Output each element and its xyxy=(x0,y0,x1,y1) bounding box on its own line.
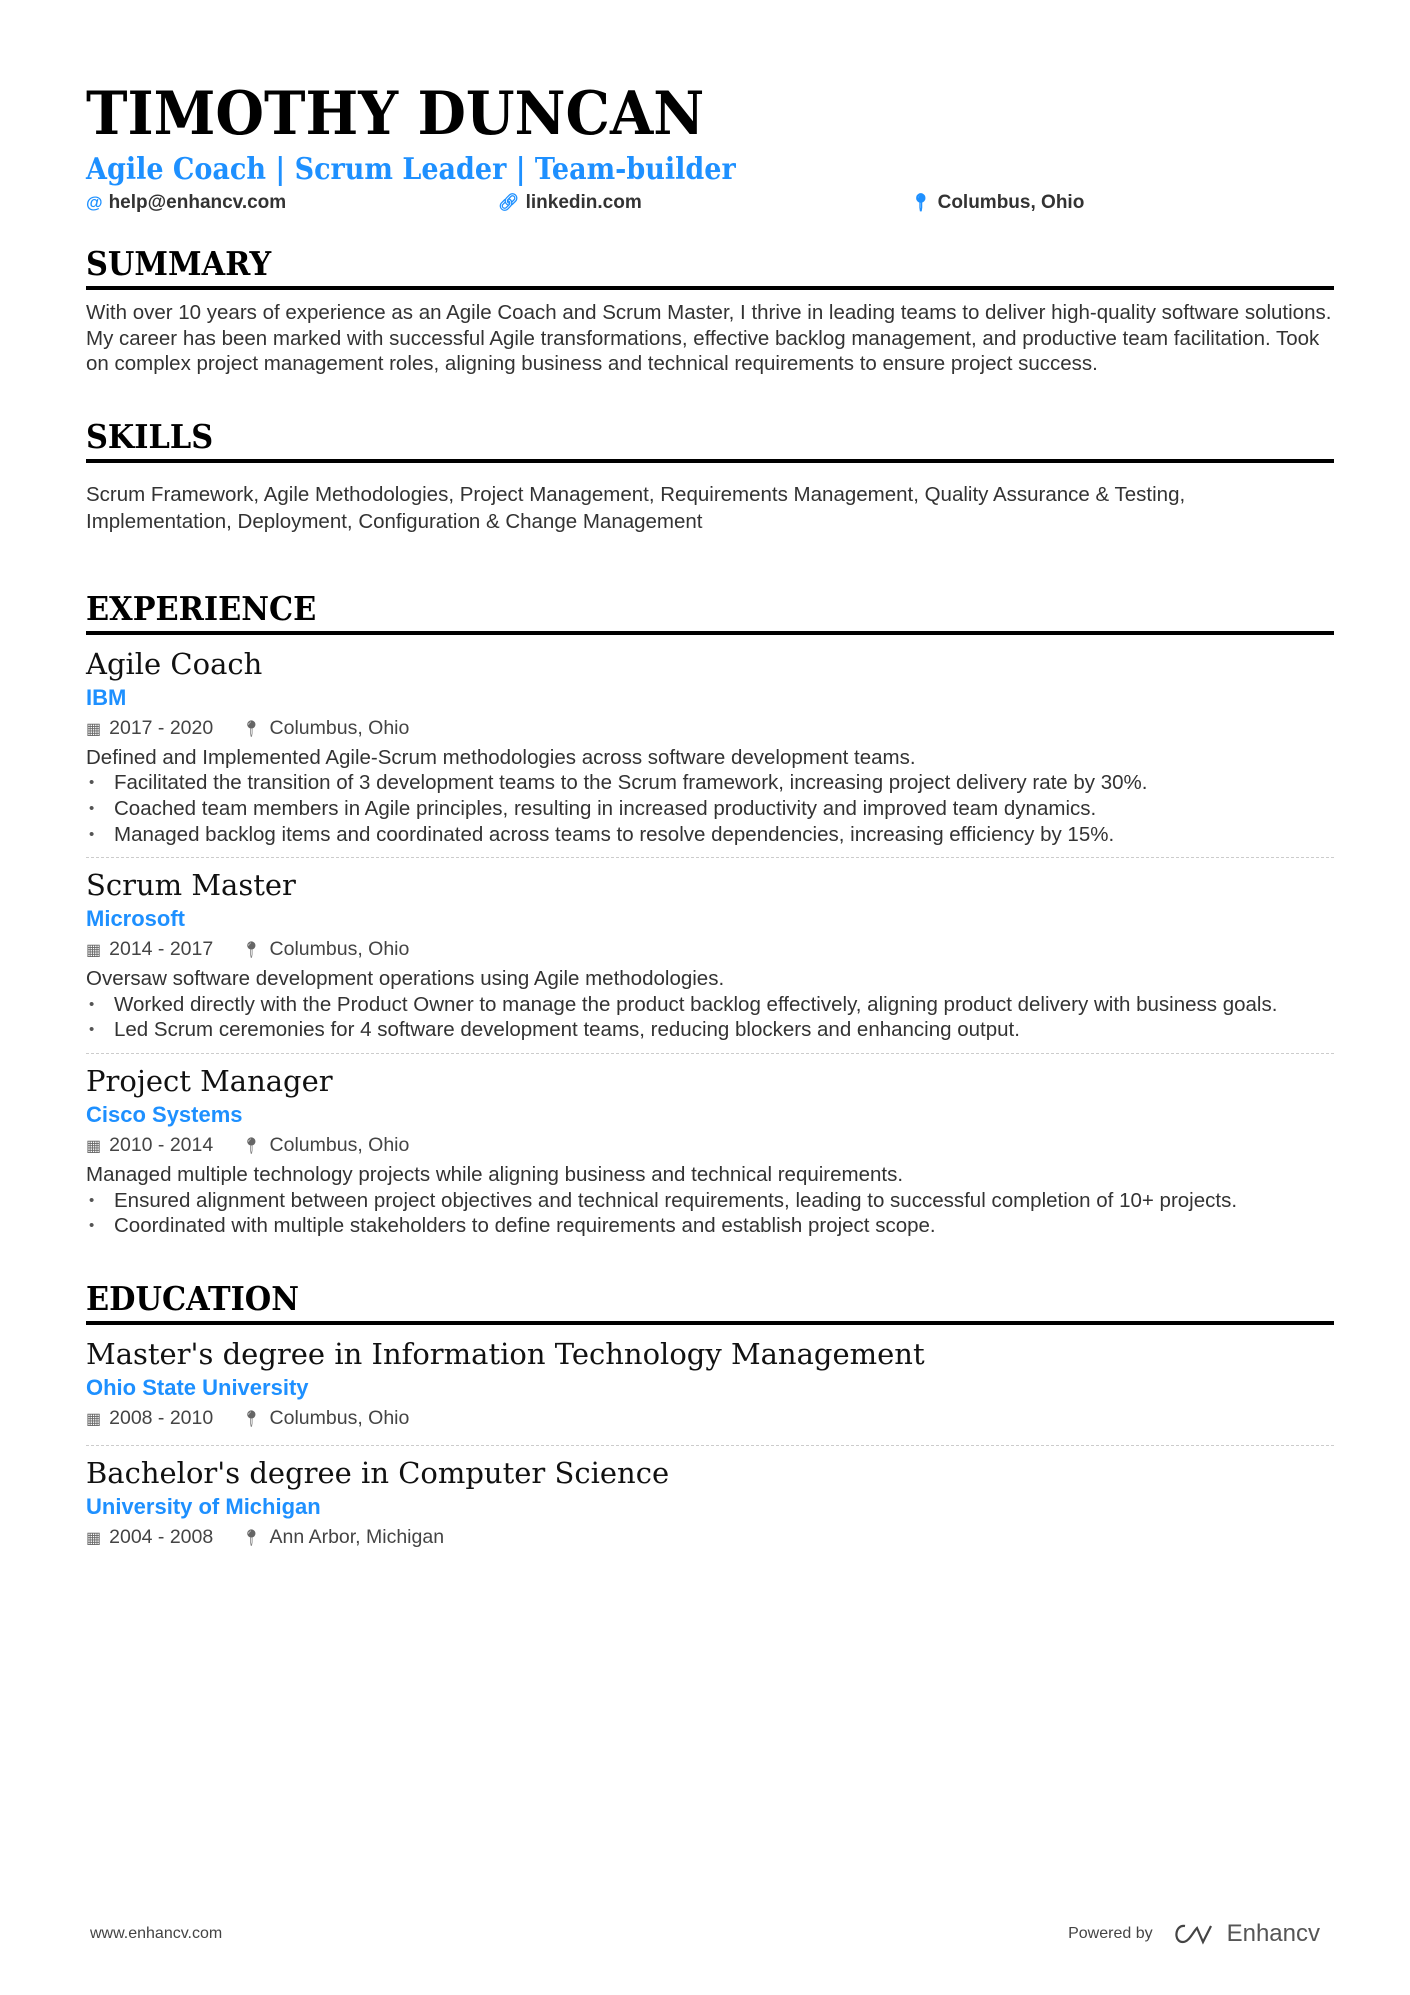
date-range xyxy=(86,1130,213,1162)
entry-divider xyxy=(86,1053,1334,1054)
section-heading: SKILLS xyxy=(86,416,214,456)
bullet-list xyxy=(86,1188,1334,1239)
location-text: Columbus, Ohio xyxy=(937,192,1085,213)
bullet-item: • Facilitated the transition of 3 development teams to the Scrum framework, increasing project delivery rate by 30%. xyxy=(86,770,1334,796)
company-name: Microsoft xyxy=(86,906,185,932)
bullet-item: • Coached team members in Agile principles, resulting in increased productivity and improved team dynamics. xyxy=(86,796,1334,822)
entry-location xyxy=(241,1403,409,1435)
entry-meta xyxy=(86,934,1334,966)
entry-location xyxy=(241,713,409,745)
bullet-item: • Led Scrum ceremonies for 4 software development teams, reducing blockers and enhancing output. xyxy=(86,1017,1334,1043)
location-text: Columbus, Ohio xyxy=(269,716,410,739)
bullet-item: • Managed backlog items and coordinated across teams to resolve dependencies, increasing efficiency by 15%. xyxy=(86,822,1334,848)
company-name: IBM xyxy=(86,684,127,710)
candidate-name: TIMOTHY DUNCAN xyxy=(86,79,705,149)
email-text: help@enhancv.com xyxy=(108,192,287,213)
calendar-icon: ▦ xyxy=(86,1410,102,1428)
entry-meta xyxy=(86,1403,1334,1435)
location-text: Columbus, Ohio xyxy=(269,1133,410,1156)
calendar-icon: ▦ xyxy=(86,1137,102,1155)
job-title: Agile Coach xyxy=(86,646,263,681)
location-text: Columbus, Ohio xyxy=(269,1406,410,1429)
contact-location xyxy=(910,190,1084,216)
enhancv-logo-icon xyxy=(1171,1922,1217,1946)
entry-meta xyxy=(86,713,1334,745)
brand-text: Enhancv xyxy=(1226,1920,1320,1947)
location-text: Columbus, Ohio xyxy=(269,938,410,961)
entry-divider xyxy=(86,857,1334,858)
footer xyxy=(90,1920,1320,1948)
degree-title: Master's degree in Information Technology Management xyxy=(86,1336,925,1371)
section-divider xyxy=(86,286,1334,290)
bullet-list xyxy=(86,992,1334,1043)
job-title: Project Manager xyxy=(86,1063,333,1098)
experience-entry xyxy=(86,866,1334,1054)
job-description: Oversaw software development operations using Agile methodologies. xyxy=(86,967,725,991)
job-title: Scrum Master xyxy=(86,868,296,903)
education-section xyxy=(86,1279,1334,1554)
at-icon: @ xyxy=(86,193,103,212)
skills-text: Scrum Framework, Agile Methodologies, Project Management, Requirements Management, Quality Assurance & Testing, Implementation, Deployment, Configuration & Change Management xyxy=(86,482,1186,533)
bullet-item: • Worked directly with the Product Owner to manage the product backlog effectively, aligning product delivery with business goals. xyxy=(86,992,1334,1018)
calendar-icon: ▦ xyxy=(86,1529,102,1547)
date-range xyxy=(86,1403,213,1435)
powered-by-text: Powered by xyxy=(1068,1925,1153,1942)
section-heading: EDUCATION xyxy=(86,1278,299,1318)
experience-entry xyxy=(86,645,1334,858)
powered-by xyxy=(1068,1920,1320,1948)
contact-row xyxy=(86,190,1334,216)
section-divider xyxy=(86,631,1334,635)
education-entry xyxy=(86,1335,1334,1446)
bullet-item: • Coordinated with multiple stakeholders to define requirements and establish project scope. xyxy=(86,1213,1334,1239)
company-name: Cisco Systems xyxy=(86,1101,243,1127)
experience-section xyxy=(86,589,1334,1239)
section-divider xyxy=(86,459,1334,463)
resume xyxy=(86,78,1334,1554)
location-pin-icon: 📍︎ xyxy=(241,1529,262,1547)
date-range xyxy=(86,934,213,966)
enhancv-logo xyxy=(1171,1920,1320,1948)
location-pin-icon: 📍︎ xyxy=(910,193,932,212)
date-text: 2017 - 2020 xyxy=(109,716,214,739)
location-pin-icon: 📍︎ xyxy=(241,1410,262,1428)
date-range xyxy=(86,1522,213,1554)
education-entry xyxy=(86,1454,1334,1554)
footer-website[interactable]: www.enhancv.com xyxy=(90,1925,223,1942)
date-text: 2008 - 2010 xyxy=(109,1406,214,1429)
entry-location xyxy=(241,1130,409,1162)
skills-section xyxy=(86,417,1334,535)
summary-section xyxy=(86,244,1334,377)
bullet-list xyxy=(86,770,1334,847)
job-description: Managed multiple technology projects while aligning business and technical requirements. xyxy=(86,1162,904,1186)
date-range xyxy=(86,713,213,745)
linkedin-text: linkedin.com xyxy=(525,192,642,213)
experience-entry xyxy=(86,1062,1334,1239)
summary-text: With over 10 years of experience as an Agile Coach and Scrum Master, I thrive in leading teams to deliver high-quality software solutions. My career has been marked with successful Agile transformations, effective backlog management, and productive team facilitation. Took on complex project management roles, aligning business and technical requirements to ensure project success. xyxy=(86,301,1332,376)
entry-location xyxy=(241,1522,444,1554)
location-pin-icon: 📍︎ xyxy=(241,942,262,960)
bullet-item: • Ensured alignment between project objectives and technical requirements, leading to successful completion of 10+ projects. xyxy=(86,1188,1334,1214)
entry-location xyxy=(241,934,409,966)
entry-meta xyxy=(86,1130,1334,1162)
entry-divider xyxy=(86,1445,1334,1446)
location-pin-icon: 📍︎ xyxy=(241,1137,262,1155)
date-text: 2004 - 2008 xyxy=(109,1525,214,1548)
degree-title: Bachelor's degree in Computer Science xyxy=(86,1455,670,1490)
job-description: Defined and Implemented Agile-Scrum methodologies across software development teams. xyxy=(86,745,916,769)
location-pin-icon: 📍︎ xyxy=(241,720,262,738)
school-name: University of Michigan xyxy=(86,1493,321,1519)
date-text: 2014 - 2017 xyxy=(109,938,214,961)
calendar-icon: ▦ xyxy=(86,720,102,738)
section-divider xyxy=(86,1321,1334,1325)
location-text: Ann Arbor, Michigan xyxy=(269,1525,445,1548)
contact-email[interactable] xyxy=(86,190,498,216)
link-icon: 🔗︎ xyxy=(498,193,520,212)
entry-meta xyxy=(86,1522,1334,1554)
date-text: 2010 - 2014 xyxy=(109,1133,214,1156)
candidate-title: Agile Coach | Scrum Leader | Team-builder xyxy=(86,152,736,187)
calendar-icon: ▦ xyxy=(86,942,102,960)
school-name: Ohio State University xyxy=(86,1374,309,1400)
section-heading: SUMMARY xyxy=(86,244,272,283)
contact-linkedin[interactable] xyxy=(498,190,910,216)
section-heading: EXPERIENCE xyxy=(86,588,317,628)
